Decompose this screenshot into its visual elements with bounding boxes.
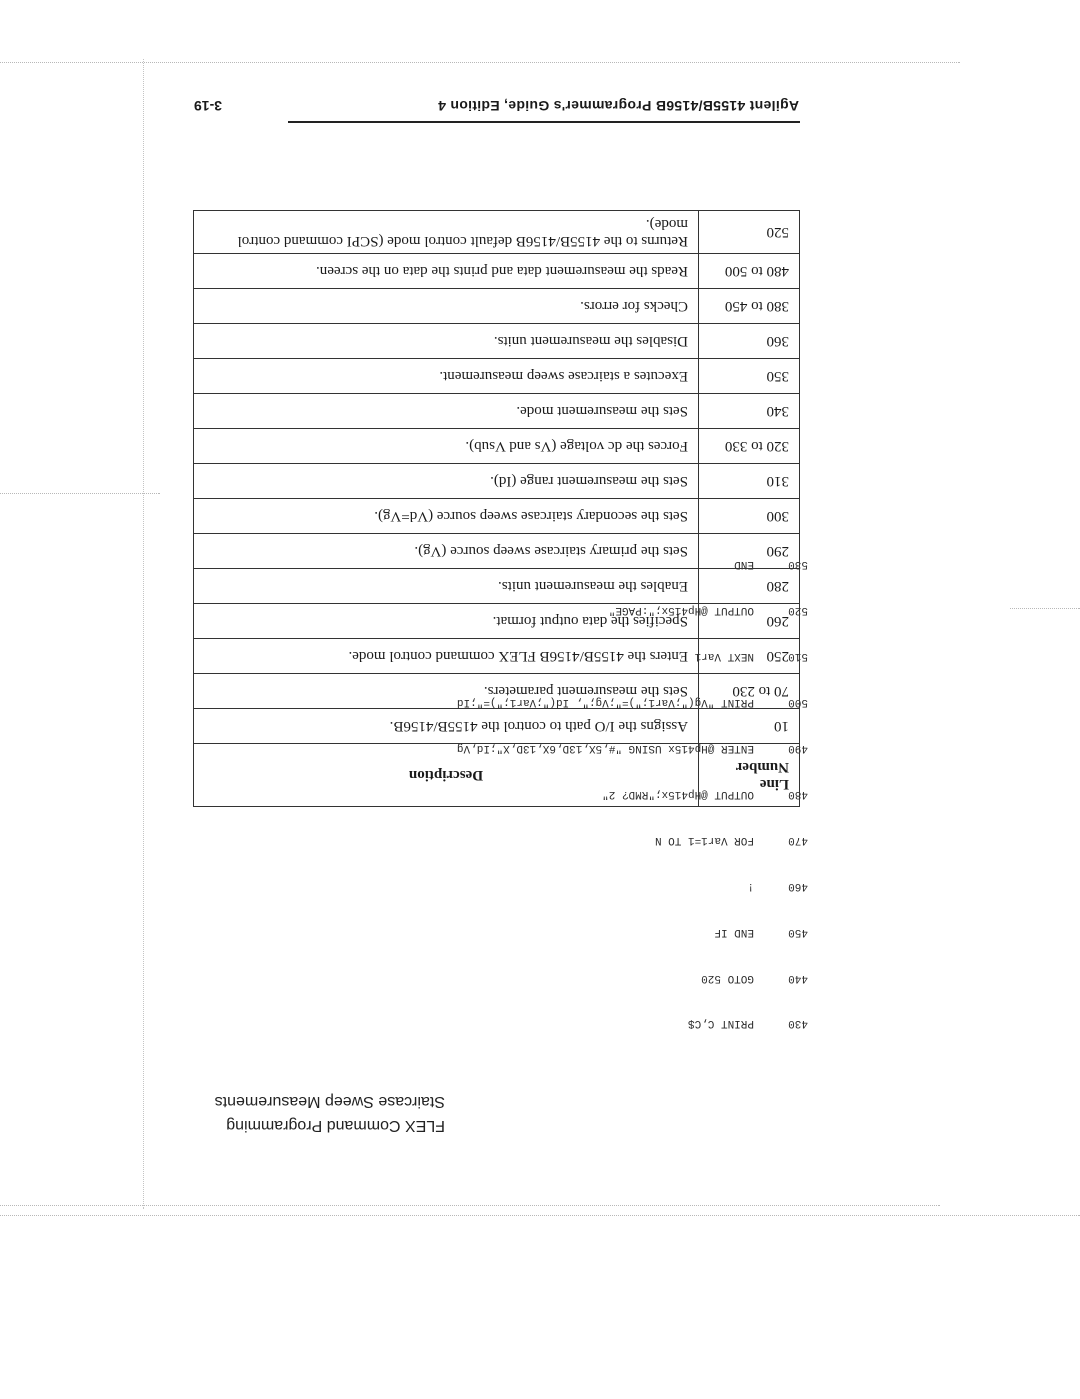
code-line-number: 490 (788, 742, 808, 755)
line-number-cell: 380 to 450 (699, 289, 800, 324)
code-line-text: OUTPUT @Hp415x;"RMD? 2" (602, 787, 754, 800)
code-line-number: 430 (788, 1017, 808, 1030)
scan-artifact-line (0, 1215, 1080, 1216)
line-number-cell: 10 (699, 709, 800, 744)
table-header-row (194, 744, 800, 807)
line-number-cell: 250 (699, 639, 800, 674)
code-line-number: 460 (788, 879, 808, 892)
description-cell: Reads the measurement data and prints the data on the screen. (194, 254, 699, 289)
code-line-text: FOR Var1=1 TO N (654, 833, 754, 846)
code-line-text: PRINT "Vg(";Var1;")=";Vg;", Id(";Var1;")=";Id (456, 696, 754, 709)
scan-artifact-line (0, 1205, 940, 1206)
line-number-cell: 70 to 230 (699, 674, 800, 709)
code-line-text: ! (747, 879, 754, 892)
description-cell: Sets the measurement mode. (194, 394, 699, 429)
table-row (194, 534, 800, 569)
table-row (194, 674, 800, 709)
scan-artifact-line (0, 62, 960, 63)
table-row (194, 211, 800, 254)
line-number-cell: 480 to 500 (699, 254, 800, 289)
table-row (194, 499, 800, 534)
code-line-text: PRINT C,C$ (687, 1017, 754, 1030)
description-cell: Enters the 4155B/4156B FLEX command control mode. (194, 639, 699, 674)
table-row (194, 604, 800, 639)
line-number-cell: 520 (699, 211, 800, 254)
description-cell: Specifies the data output format. (194, 604, 699, 639)
table-row (194, 639, 800, 674)
code-line-number: 440 (788, 971, 808, 984)
code-line-text: ENTER @Hp415x USING "#,5X,13D,6X,13D,X";Id,Vg (456, 742, 754, 755)
line-number-cell: 320 to 330 (699, 429, 800, 464)
page-number: 3-19 (193, 98, 222, 114)
code-line-number: 530 (788, 558, 808, 571)
code-line-number: 470 (788, 833, 808, 846)
line-number-cell: 260 (699, 604, 800, 639)
code-line-number: 500 (788, 696, 808, 709)
line-number-cell: 300 (699, 499, 800, 534)
footer-rule (288, 121, 800, 123)
description-cell: Returns to the 4155B/4156B default control mode (SCPI command control mode). (194, 211, 699, 254)
description-cell: Assigns the I/O path to control the 4155B/4156B. (194, 709, 699, 744)
line-number-cell: 310 (699, 464, 800, 499)
code-line-text: END IF (714, 925, 754, 938)
description-cell: Executes a staircase sweep measurement. (194, 359, 699, 394)
code-line-text: END (734, 558, 754, 571)
scan-artifact-line (1010, 608, 1080, 609)
scan-artifact-line (0, 493, 160, 494)
code-line (457, 1015, 808, 1030)
code-line-number: 510 (788, 650, 808, 663)
section-title: FLEX Command Programming (226, 1117, 445, 1134)
table-row (194, 709, 800, 744)
code-line (457, 923, 808, 938)
code-line-text: OUTPUT @Hp415x;":PAGE" (608, 604, 754, 617)
description-cell: Sets the primary staircase sweep source (Vg). (194, 534, 699, 569)
line-number-cell: 290 (699, 534, 800, 569)
table-row (194, 429, 800, 464)
code-line (457, 877, 808, 892)
line-number-cell: 350 (699, 359, 800, 394)
code-line-text: NEXT Var1 (694, 650, 754, 663)
code-line-text: GOTO 520 (701, 971, 754, 984)
table-row (194, 569, 800, 604)
table-row (194, 464, 800, 499)
description-cell: Sets the measurement parameters. (194, 674, 699, 709)
description-cell: Sets the measurement range (Id). (194, 464, 699, 499)
scan-artifact-edge (143, 59, 144, 1209)
footer-title: Agilent 4155B/4156B Programmer's Guide, Edition 4 (437, 98, 799, 114)
code-line (457, 832, 808, 847)
header-line-number: Line Number (699, 744, 800, 807)
section-subtitle: Staircase Sweep Measurements (214, 1093, 445, 1110)
description-cell: Forces the dc voltage (Vs and Vsub). (194, 429, 699, 464)
description-cell: Enables the measurement units. (194, 569, 699, 604)
table-row (194, 324, 800, 359)
line-number-cell: 280 (699, 569, 800, 604)
header-description: Description (194, 744, 699, 807)
line-number-cell: 340 (699, 394, 800, 429)
code-line-number: 480 (788, 787, 808, 800)
code-line-number: 520 (788, 604, 808, 617)
description-cell: Sets the secondary staircase sweep source (Vd=Vg). (194, 499, 699, 534)
code-line (457, 969, 808, 984)
table-row (194, 289, 800, 324)
table-row (194, 359, 800, 394)
code-line-number: 450 (788, 925, 808, 938)
table-row (194, 254, 800, 289)
description-cell: Disables the measurement units. (194, 324, 699, 359)
table-row (194, 394, 800, 429)
line-number-cell: 360 (699, 324, 800, 359)
description-cell: Checks for errors. (194, 289, 699, 324)
line-description-table (193, 210, 800, 807)
